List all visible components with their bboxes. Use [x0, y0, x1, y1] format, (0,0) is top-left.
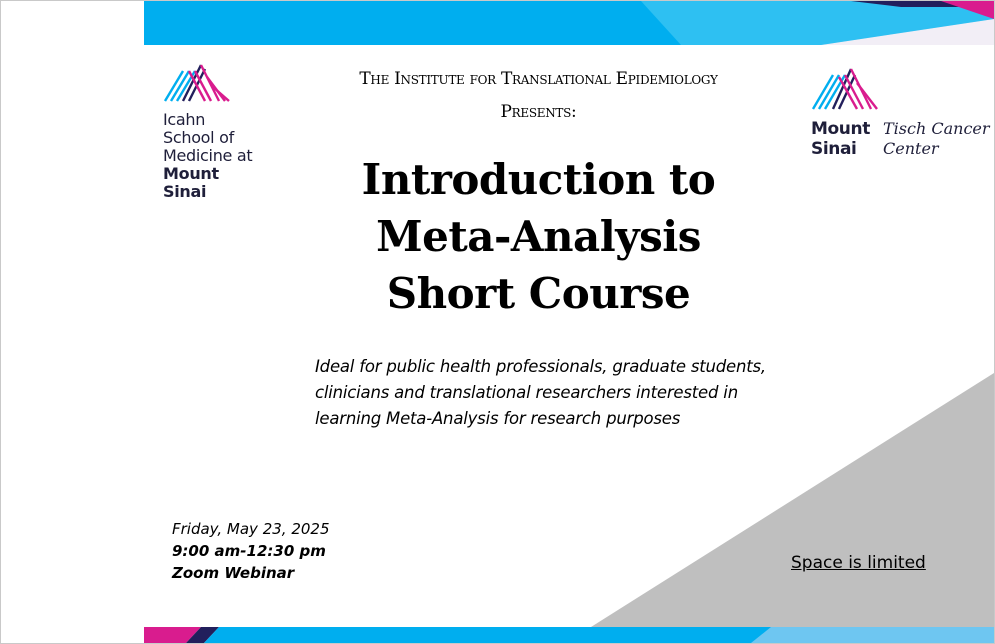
event-location: Zoom Webinar: [172, 564, 295, 582]
mount-sinai-wordmark: [811, 119, 870, 159]
logo-line: Mount: [163, 164, 219, 183]
logo-line: Center: [883, 139, 939, 158]
bottom-light-blue-band: [751, 627, 994, 643]
presents-label: Presents:: [500, 102, 577, 122]
space-limited-link[interactable]: Space is limited: [791, 553, 926, 573]
description-line: Ideal for public health professionals, graduate students,: [315, 357, 766, 376]
description-line: learning Meta-Analysis for research purposes: [315, 409, 681, 428]
description-line: clinicians and translational researchers interested in: [315, 383, 738, 402]
title-line: Meta-Analysis: [376, 212, 701, 261]
logo-line: Sinai: [163, 182, 207, 201]
logo-line: Mount: [811, 119, 870, 139]
organization-name: The Institute for Translational Epidemiology: [359, 69, 718, 89]
logo-line: School of: [163, 128, 234, 147]
logo-line: Medicine at: [163, 146, 253, 165]
logo-line: Tisch Cancer: [883, 119, 990, 138]
title-line: Short Course: [386, 269, 691, 318]
event-time: 9:00 am-12:30 pm: [172, 542, 326, 560]
event-date: Friday, May 23, 2025: [172, 520, 330, 538]
course-title: [301, 151, 776, 322]
logo-line: Icahn: [163, 110, 206, 129]
tisch-cancer-center-wordmark: [883, 119, 990, 159]
mount-sinai-chevron-icon: [811, 65, 881, 111]
presenter-heading: [261, 63, 816, 129]
course-description: [315, 354, 805, 432]
title-line: Introduction to: [361, 155, 716, 204]
event-details: [172, 518, 330, 584]
logo-line: Sinai: [811, 139, 857, 159]
mount-sinai-chevron-icon: [163, 61, 233, 103]
